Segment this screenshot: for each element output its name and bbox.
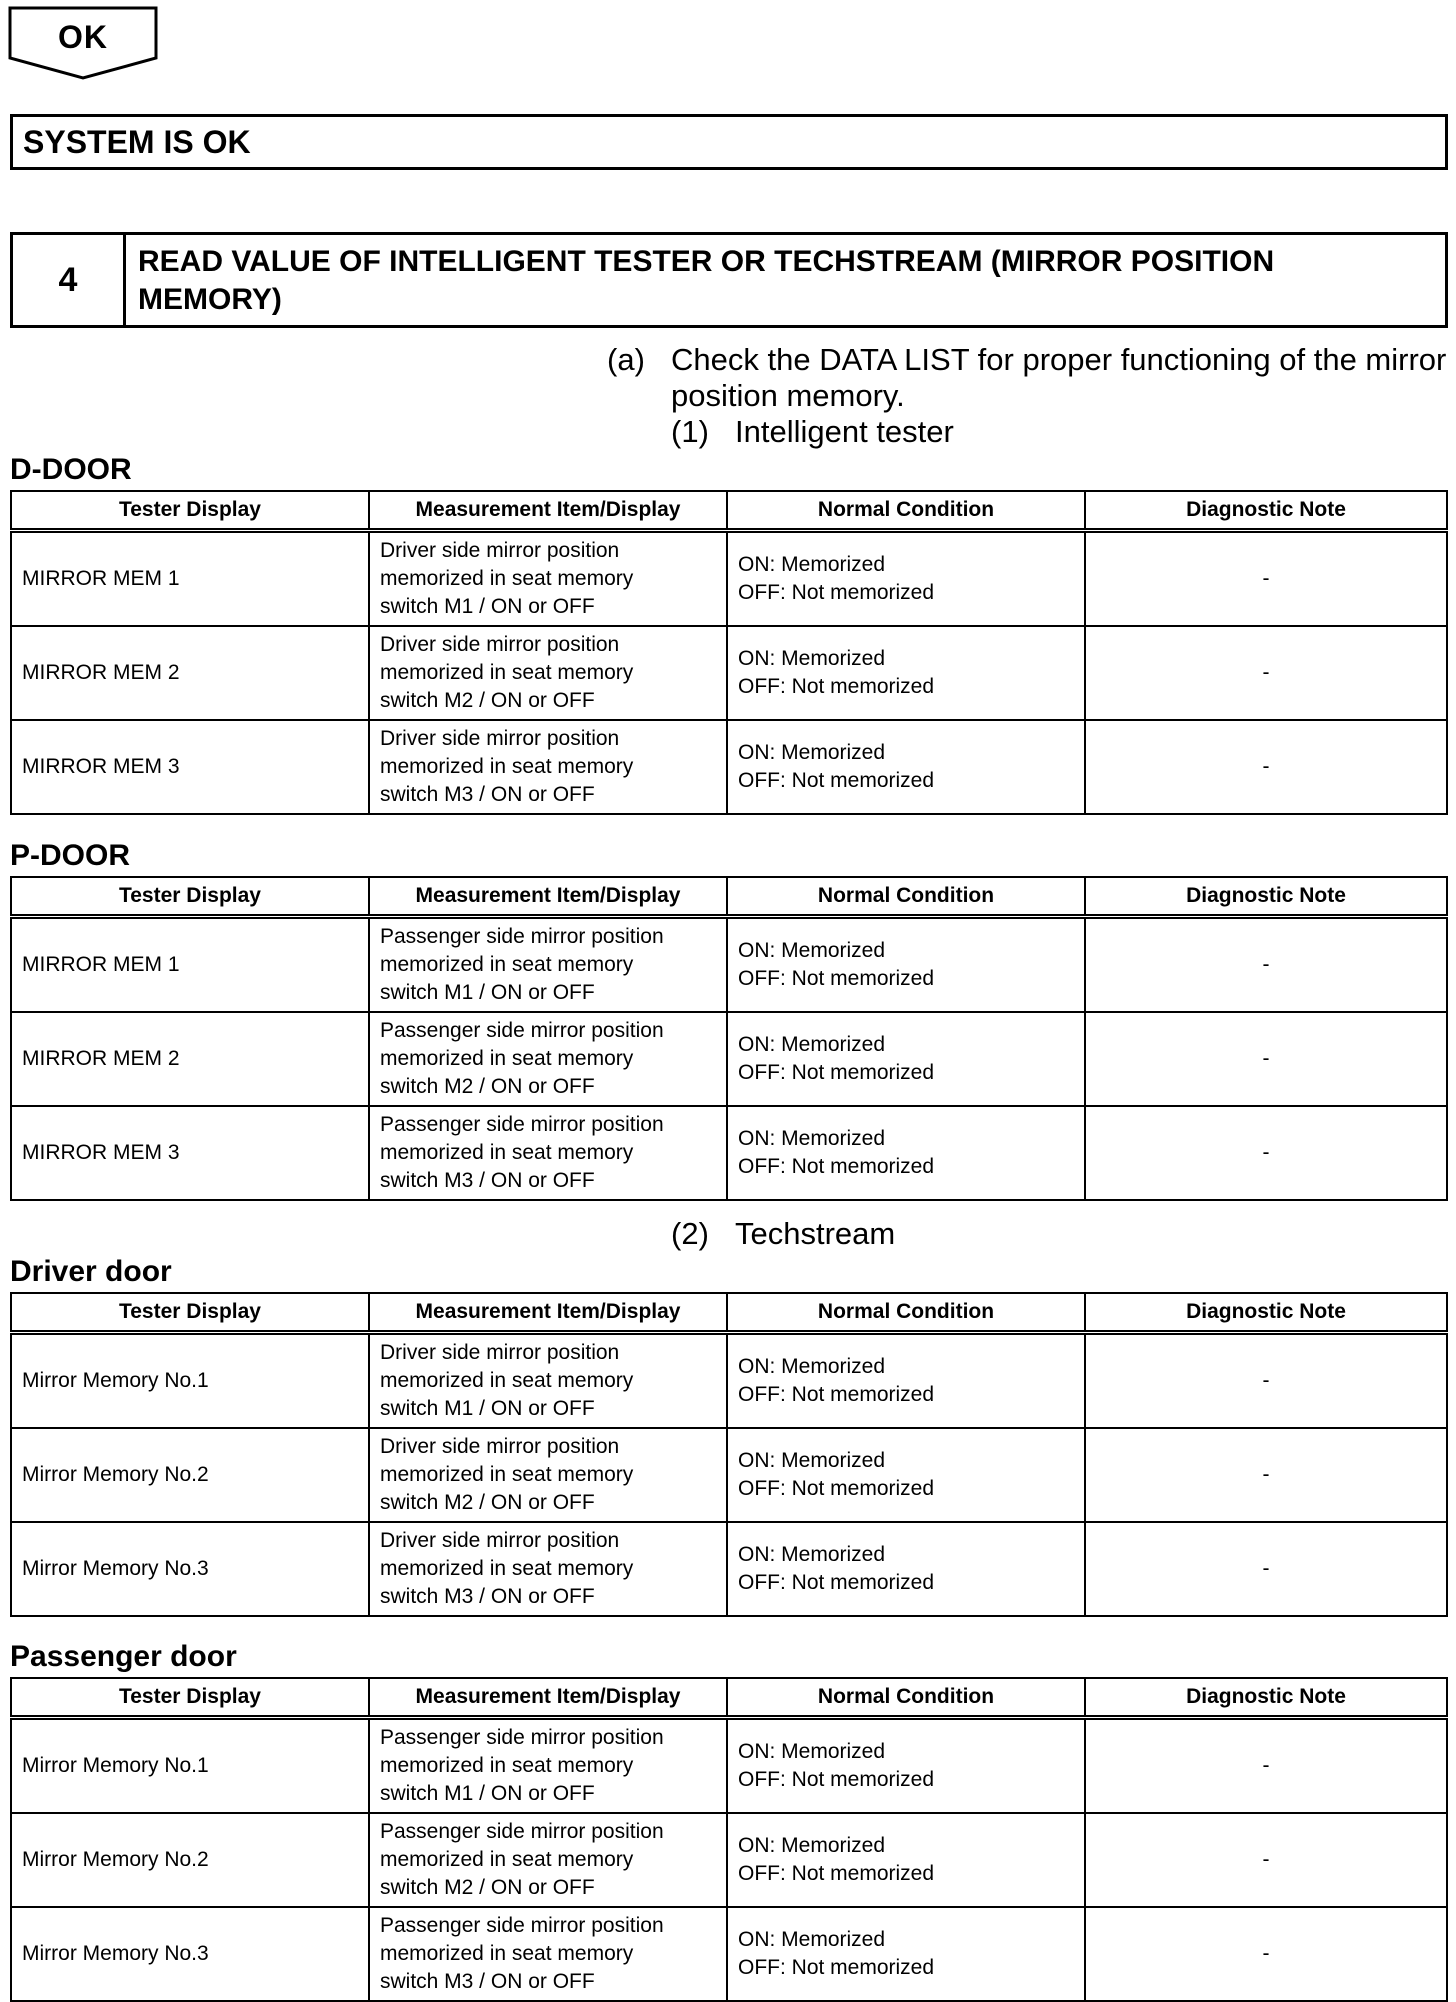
instruction-a [607, 342, 1452, 452]
instruction-1-text: Intelligent tester [735, 414, 954, 449]
measurement-line-3: switch M2 / ON or OFF [380, 1491, 595, 1514]
normal-condition-cell [727, 1907, 1085, 2001]
instruction-1-marker: (1) [671, 414, 709, 449]
header-normal-condition: Normal Condition [727, 1678, 1085, 1718]
header-diagnostic-note: Diagnostic Note [1085, 491, 1447, 531]
diagnostic-note-cell: - [1085, 917, 1447, 1013]
measurement-line-3: switch M2 / ON or OFF [380, 689, 595, 712]
table-header-row [11, 877, 1447, 917]
table-header-row [11, 1678, 1447, 1718]
section-title-d-door: D-DOOR [10, 453, 132, 486]
measurement-item-cell [369, 1012, 727, 1106]
normal-condition-off: OFF: Not memorized [738, 1956, 935, 1979]
measurement-line-3: switch M2 / ON or OFF [380, 1075, 595, 1098]
measurement-line-1: Passenger side mirror position [380, 925, 664, 948]
header-tester-display: Tester Display [11, 491, 369, 531]
measurement-line-3: switch M1 / ON or OFF [380, 1397, 595, 1420]
measurement-line-3: switch M3 / ON or OFF [380, 1169, 595, 1192]
normal-condition-on: ON: Memorized [738, 1127, 886, 1150]
normal-condition-off: OFF: Not memorized [738, 1061, 935, 1084]
header-normal-condition: Normal Condition [727, 491, 1085, 531]
diagnostic-note-cell: - [1085, 1907, 1447, 2001]
measurement-item-cell [369, 1813, 727, 1907]
instruction-2 [671, 1216, 1071, 1256]
instruction-a-line-1: Check the DATA LIST for proper functioning of the mirror [671, 342, 1447, 377]
normal-condition-on: ON: Memorized [738, 1928, 886, 1951]
normal-condition-on: ON: Memorized [738, 939, 886, 962]
measurement-item-cell [369, 720, 727, 814]
header-measurement-item: Measurement Item/Display [369, 877, 727, 917]
normal-condition-cell [727, 720, 1085, 814]
measurement-line-2: memorized in seat memory [380, 953, 634, 976]
tester-display-cell: Mirror Memory No.1 [11, 1718, 369, 1814]
table-row [11, 1522, 1447, 1616]
tester-display-cell: Mirror Memory No.3 [11, 1907, 369, 2001]
normal-condition-off: OFF: Not memorized [738, 675, 935, 698]
normal-condition-on: ON: Memorized [738, 1449, 886, 1472]
normal-condition-cell [727, 1012, 1085, 1106]
measurement-item-cell [369, 1428, 727, 1522]
normal-condition-off: OFF: Not memorized [738, 1383, 935, 1406]
normal-condition-on: ON: Memorized [738, 1355, 886, 1378]
header-measurement-item: Measurement Item/Display [369, 491, 727, 531]
normal-condition-off: OFF: Not memorized [738, 769, 935, 792]
normal-condition-cell [727, 1718, 1085, 1814]
measurement-line-3: switch M3 / ON or OFF [380, 1585, 595, 1608]
step-header [10, 232, 1448, 328]
table-row [11, 1718, 1447, 1814]
measurement-line-2: memorized in seat memory [380, 755, 634, 778]
header-tester-display: Tester Display [11, 877, 369, 917]
measurement-line-2: memorized in seat memory [380, 1557, 634, 1580]
instruction-a-line-2: position memory. [671, 378, 905, 413]
normal-condition-cell [727, 1522, 1085, 1616]
normal-condition-off: OFF: Not memorized [738, 967, 935, 990]
diagnostic-note-cell: - [1085, 531, 1447, 627]
measurement-line-3: switch M1 / ON or OFF [380, 1782, 595, 1805]
instruction-a-marker: (a) [607, 342, 645, 377]
tester-display-cell: MIRROR MEM 3 [11, 720, 369, 814]
header-tester-display: Tester Display [11, 1678, 369, 1718]
measurement-line-1: Passenger side mirror position [380, 1019, 664, 1042]
normal-condition-on: ON: Memorized [738, 1740, 886, 1763]
measurement-line-1: Passenger side mirror position [380, 1820, 664, 1843]
measurement-item-cell [369, 626, 727, 720]
table-row [11, 1012, 1447, 1106]
instruction-2-text: Techstream [735, 1216, 896, 1251]
measurement-line-3: switch M3 / ON or OFF [380, 783, 595, 806]
measurement-item-cell [369, 917, 727, 1013]
system-ok-result: SYSTEM IS OK [10, 114, 1448, 170]
measurement-line-1: Passenger side mirror position [380, 1726, 664, 1749]
header-measurement-item: Measurement Item/Display [369, 1293, 727, 1333]
step-title [126, 235, 1445, 325]
measurement-line-3: switch M2 / ON or OFF [380, 1876, 595, 1899]
tester-display-cell: Mirror Memory No.2 [11, 1428, 369, 1522]
section-title-passenger-door: Passenger door [10, 1640, 237, 1673]
section-title-p-door: P-DOOR [10, 839, 130, 872]
header-normal-condition: Normal Condition [727, 1293, 1085, 1333]
ok-tag-label: OK [58, 19, 108, 55]
data-list-table-p-door [10, 876, 1448, 1201]
table-row [11, 1907, 1447, 2001]
measurement-line-1: Driver side mirror position [380, 539, 620, 562]
normal-condition-on: ON: Memorized [738, 647, 886, 670]
tester-display-cell: MIRROR MEM 2 [11, 1012, 369, 1106]
header-measurement-item: Measurement Item/Display [369, 1678, 727, 1718]
measurement-item-cell [369, 1333, 727, 1429]
diagnostic-note-cell: - [1085, 1333, 1447, 1429]
normal-condition-cell [727, 1333, 1085, 1429]
ok-result-tag [8, 6, 158, 82]
instruction-2-marker: (2) [671, 1216, 709, 1251]
diagnostic-note-cell: - [1085, 1012, 1447, 1106]
tester-display-cell: MIRROR MEM 2 [11, 626, 369, 720]
normal-condition-on: ON: Memorized [738, 1543, 886, 1566]
measurement-line-2: memorized in seat memory [380, 1047, 634, 1070]
measurement-item-cell [369, 1106, 727, 1200]
measurement-line-1: Driver side mirror position [380, 727, 620, 750]
header-normal-condition: Normal Condition [727, 877, 1085, 917]
measurement-line-1: Driver side mirror position [380, 633, 620, 656]
diagnostic-note-cell: - [1085, 1428, 1447, 1522]
measurement-item-cell [369, 531, 727, 627]
data-list-table-driver-door [10, 1292, 1448, 1617]
data-list-table-passenger-door [10, 1677, 1448, 2002]
table-row [11, 626, 1447, 720]
header-diagnostic-note: Diagnostic Note [1085, 1678, 1447, 1718]
measurement-item-cell [369, 1718, 727, 1814]
tester-display-cell: MIRROR MEM 1 [11, 531, 369, 627]
header-diagnostic-note: Diagnostic Note [1085, 1293, 1447, 1333]
measurement-line-1: Driver side mirror position [380, 1435, 620, 1458]
normal-condition-off: OFF: Not memorized [738, 1862, 935, 1885]
normal-condition-on: ON: Memorized [738, 741, 886, 764]
diagnostic-note-cell: - [1085, 1718, 1447, 1814]
measurement-line-3: switch M3 / ON or OFF [380, 1970, 595, 1993]
section-title-driver-door: Driver door [10, 1255, 172, 1288]
measurement-line-2: memorized in seat memory [380, 1369, 634, 1392]
measurement-line-2: memorized in seat memory [380, 1463, 634, 1486]
table-row [11, 720, 1447, 814]
measurement-line-3: switch M1 / ON or OFF [380, 595, 595, 618]
tester-display-cell: Mirror Memory No.3 [11, 1522, 369, 1616]
table-row [11, 1428, 1447, 1522]
table-row [11, 531, 1447, 627]
tester-display-cell: Mirror Memory No.1 [11, 1333, 369, 1429]
diagnostic-note-cell: - [1085, 720, 1447, 814]
table-row [11, 917, 1447, 1013]
table-row [11, 1106, 1447, 1200]
normal-condition-off: OFF: Not memorized [738, 1477, 935, 1500]
measurement-line-1: Driver side mirror position [380, 1529, 620, 1552]
measurement-line-2: memorized in seat memory [380, 567, 634, 590]
normal-condition-on: ON: Memorized [738, 1033, 886, 1056]
measurement-item-cell [369, 1907, 727, 2001]
measurement-line-1: Driver side mirror position [380, 1341, 620, 1364]
diagnostic-note-cell: - [1085, 1813, 1447, 1907]
measurement-line-2: memorized in seat memory [380, 1141, 634, 1164]
step-title-line-2: MEMORY) [138, 283, 282, 316]
normal-condition-cell [727, 1428, 1085, 1522]
measurement-line-1: Passenger side mirror position [380, 1113, 664, 1136]
diagnostic-note-cell: - [1085, 626, 1447, 720]
data-list-table-d-door [10, 490, 1448, 815]
table-header-row [11, 1293, 1447, 1333]
measurement-line-1: Passenger side mirror position [380, 1914, 664, 1937]
normal-condition-cell [727, 917, 1085, 1013]
measurement-line-2: memorized in seat memory [380, 1942, 634, 1965]
tester-display-cell: MIRROR MEM 3 [11, 1106, 369, 1200]
tester-display-cell: MIRROR MEM 1 [11, 917, 369, 1013]
step-number: 4 [13, 235, 126, 325]
normal-condition-cell [727, 626, 1085, 720]
table-header-row [11, 491, 1447, 531]
measurement-line-2: memorized in seat memory [380, 661, 634, 684]
table-row [11, 1813, 1447, 1907]
measurement-line-3: switch M1 / ON or OFF [380, 981, 595, 1004]
normal-condition-off: OFF: Not memorized [738, 1768, 935, 1791]
measurement-line-2: memorized in seat memory [380, 1754, 634, 1777]
normal-condition-off: OFF: Not memorized [738, 581, 935, 604]
normal-condition-cell [727, 531, 1085, 627]
tester-display-cell: Mirror Memory No.2 [11, 1813, 369, 1907]
normal-condition-off: OFF: Not memorized [738, 1155, 935, 1178]
header-diagnostic-note: Diagnostic Note [1085, 877, 1447, 917]
measurement-line-2: memorized in seat memory [380, 1848, 634, 1871]
table-row [11, 1333, 1447, 1429]
measurement-item-cell [369, 1522, 727, 1616]
header-tester-display: Tester Display [11, 1293, 369, 1333]
normal-condition-on: ON: Memorized [738, 553, 886, 576]
diagnostic-note-cell: - [1085, 1522, 1447, 1616]
normal-condition-on: ON: Memorized [738, 1834, 886, 1857]
step-title-line-1: READ VALUE OF INTELLIGENT TESTER OR TECHSTREAM (MIRROR POSITION [138, 245, 1275, 278]
normal-condition-cell [727, 1106, 1085, 1200]
diagnostic-note-cell: - [1085, 1106, 1447, 1200]
normal-condition-off: OFF: Not memorized [738, 1571, 935, 1594]
normal-condition-cell [727, 1813, 1085, 1907]
